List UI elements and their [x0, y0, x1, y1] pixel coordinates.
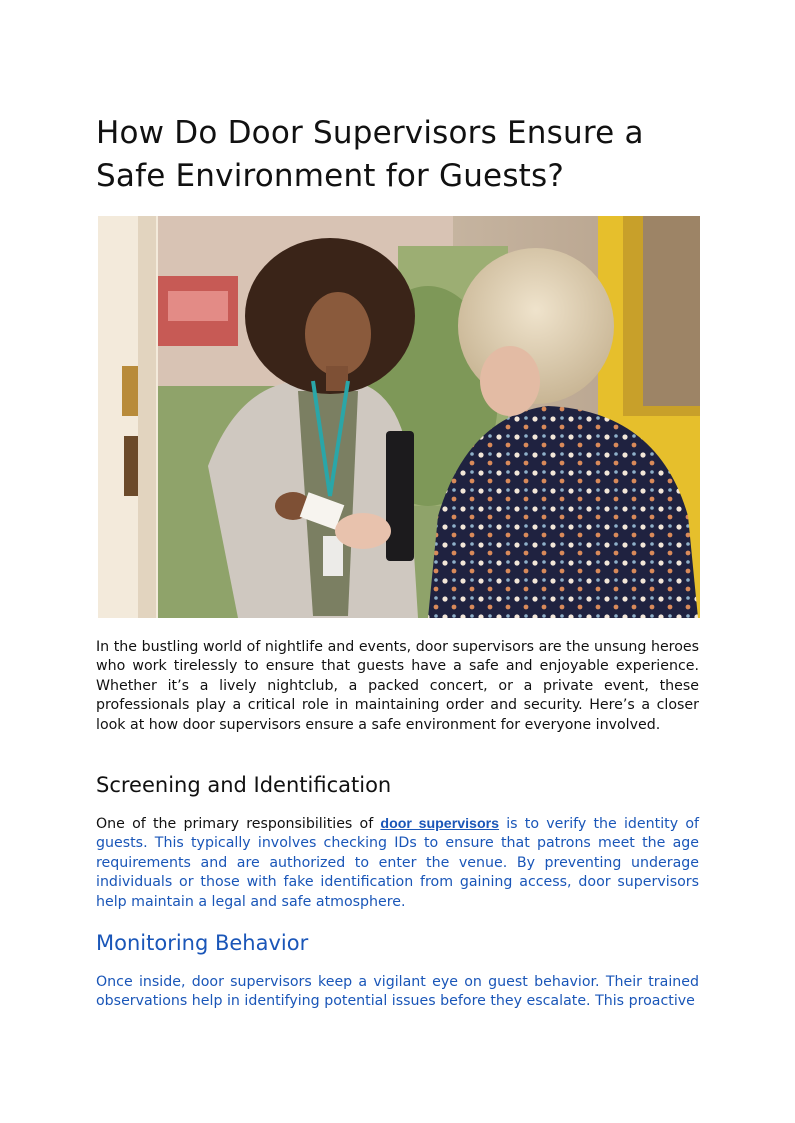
intro-paragraph: In the bustling world of nightlife and events, door supervisors are the unsung heroes who work tirelessly to ensure that guests have a safe and enjoyable experience. Whether it’s a lively nightclub, a packed concert, or a private event, these professionals play a critical role in maintaining order and security. Here’s a closer look at how door supervisors ensure a safe environment for everyone involved.: [96, 639, 699, 733]
hero-photo: [98, 216, 700, 618]
section-heading-screening: Screening and Identification: [96, 773, 392, 797]
door-supervisors-link[interactable]: door supervisors: [380, 816, 500, 832]
screening-text-after-link: is to verify the identity of guests. This typically involves checking IDs to ensure that patrons meet the age requirements and are authorized to enter the venue. By preventing underage individuals or those with fake identification from gaining access, door supervisors help maintain a legal and safe atmosphere.: [96, 816, 700, 910]
article-title: How Do Door Supervisors Ensure a Safe Environment for Guests?: [96, 115, 644, 194]
monitoring-paragraph: Once inside, door supervisors keep a vigilant eye on guest behavior. Their trained observations help in identifying potential issues before they escalate. This proactive: [96, 974, 699, 1010]
screening-paragraph: [96, 815, 699, 912]
section-heading-monitoring: Monitoring Behavior: [96, 931, 309, 955]
screening-text-before-link: One of the primary responsibilities of: [96, 816, 381, 832]
